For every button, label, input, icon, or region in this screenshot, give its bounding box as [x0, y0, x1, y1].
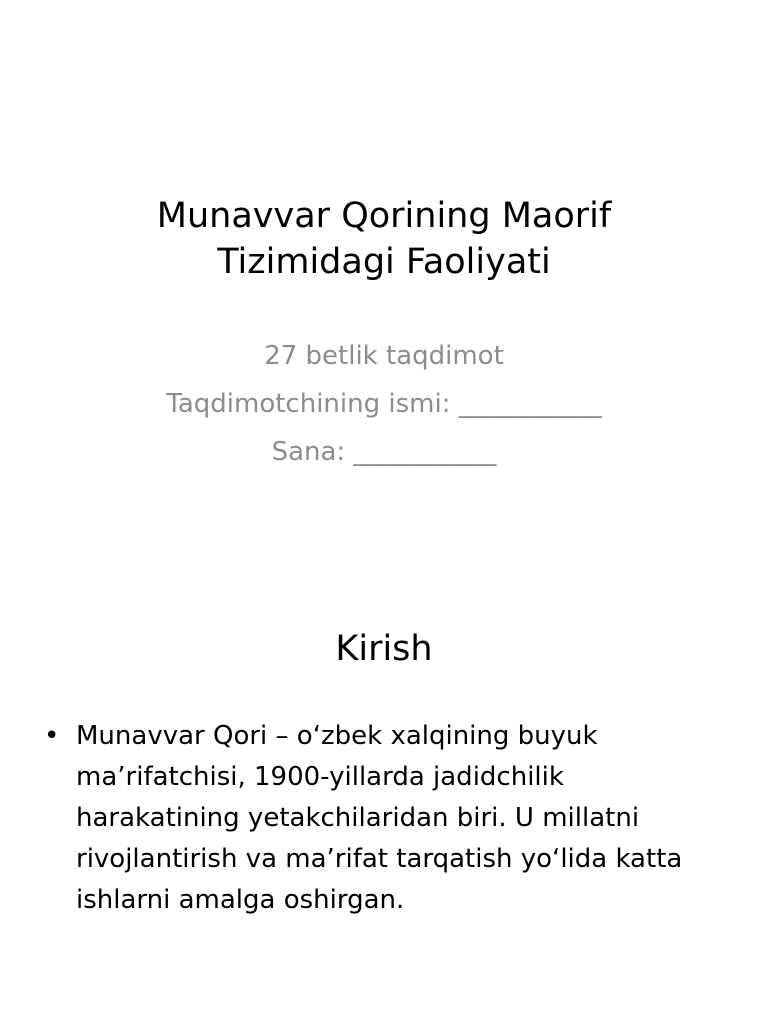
presenter-name-line: Taqdimotchining ismi: ___________ — [166, 389, 602, 419]
bullet-list — [38, 716, 718, 921]
bullet-item — [38, 716, 718, 921]
bullet-text: Munavvar Qori – o‘zbek xalqining buyuk ma’rifatchisi, 1900-yillarda jadidchilik harakatining yetakchilaridan biri. U millatni rivojlantirish va ma’rifat tarqatish yo‘lida katta ishlarni amalga oshirgan. — [76, 721, 683, 915]
slide-title-line-2: Tizimidagi Faoliyati — [217, 242, 551, 282]
slide-subtitle — [60, 332, 708, 476]
slide-heading: Kirish — [335, 629, 433, 669]
intro-slide — [0, 576, 768, 1024]
page-count-text: 27 betlik taqdimot — [264, 341, 504, 371]
date-line: Sana: ___________ — [271, 437, 497, 467]
bullet-icon: • — [44, 721, 60, 751]
slide-title — [60, 193, 708, 285]
slide-title-line-1: Munavvar Qorining Maorif — [156, 196, 612, 236]
